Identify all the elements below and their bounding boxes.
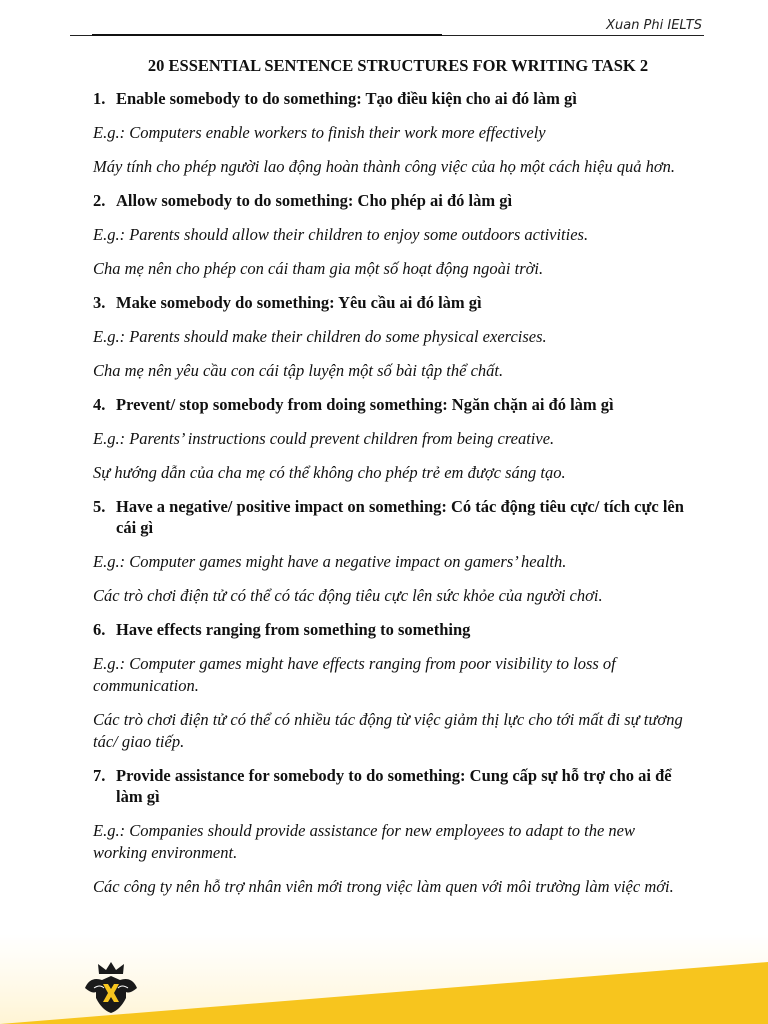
item-number: 1. bbox=[93, 89, 106, 108]
example-sentence: E.g.: Computer games might have effects ranging from poor visibility to loss of communication. bbox=[93, 654, 616, 695]
heading-text: Enable somebody to do something: Tạo điều kiện cho ai đó làm gì bbox=[116, 89, 577, 108]
crown-shield-x-logo-icon bbox=[80, 958, 142, 1016]
example-sentence: E.g.: Parents’ instructions could prevent children from being creative. bbox=[93, 429, 555, 448]
heading-text: Have effects ranging from something to something bbox=[116, 620, 471, 639]
structure-heading bbox=[93, 88, 693, 109]
translation-sentence: Các trò chơi điện tử có thể có tác động tiêu cực lên sức khỏe của người chơi. bbox=[93, 586, 603, 605]
heading-text: Provide assistance for somebody to do something: Cung cấp sự hỗ trợ cho ai để làm gì bbox=[116, 766, 672, 806]
structure-item-4 bbox=[93, 394, 693, 484]
header-author: Xuan Phi IELTS bbox=[606, 18, 702, 33]
example-sentence: E.g.: Parents should allow their children to enjoy some outdoors activities. bbox=[93, 225, 589, 244]
structure-heading bbox=[93, 765, 693, 807]
example-sentence: E.g.: Parents should make their children do some physical exercises. bbox=[93, 327, 547, 346]
structure-item-7 bbox=[93, 765, 693, 898]
header-divider-accent bbox=[92, 34, 442, 36]
structure-heading bbox=[93, 292, 693, 313]
item-number: 7. bbox=[93, 766, 106, 785]
structure-heading bbox=[93, 394, 693, 415]
translation-sentence: Cha mẹ nên yêu cầu con cái tập luyện một số bài tập thể chất. bbox=[93, 361, 504, 380]
structure-list bbox=[93, 88, 693, 910]
translation-sentence: Các công ty nên hỗ trợ nhân viên mới trong việc làm quen với môi trường làm việc mới. bbox=[93, 877, 674, 896]
example-sentence: E.g.: Computer games might have a negative impact on gamers’ health. bbox=[93, 552, 567, 571]
structure-item-2 bbox=[93, 190, 693, 280]
structure-heading bbox=[93, 619, 693, 640]
translation-sentence: Các trò chơi điện tử có thể có nhiều tác động từ việc giảm thị lực cho tới mất đi sự tương tác/ giao tiếp. bbox=[93, 710, 683, 751]
heading-text: Allow somebody to do something: Cho phép ai đó làm gì bbox=[116, 191, 513, 210]
item-number: 2. bbox=[93, 191, 106, 210]
heading-text: Have a negative/ positive impact on something: Có tác động tiêu cực/ tích cực lên cái gì bbox=[116, 497, 684, 537]
structure-item-1 bbox=[93, 88, 693, 178]
heading-text: Make somebody do something: Yêu cầu ai đó làm gì bbox=[116, 293, 482, 312]
structure-heading bbox=[93, 190, 693, 211]
item-number: 3. bbox=[93, 293, 106, 312]
heading-text: Prevent/ stop somebody from doing something: Ngăn chặn ai đó làm gì bbox=[116, 395, 614, 414]
translation-sentence: Cha mẹ nên cho phép con cái tham gia một số hoạt động ngoài trời. bbox=[93, 259, 544, 278]
example-sentence: E.g.: Companies should provide assistance for new employees to adapt to the new working environment. bbox=[93, 821, 635, 862]
item-number: 4. bbox=[93, 395, 106, 414]
translation-sentence: Sự hướng dẫn của cha mẹ có thể không cho phép trẻ em được sáng tạo. bbox=[93, 463, 566, 482]
structure-heading bbox=[93, 496, 693, 538]
translation-sentence: Máy tính cho phép người lao động hoàn thành công việc của họ một cách hiệu quả hơn. bbox=[93, 157, 676, 176]
item-number: 5. bbox=[93, 497, 106, 516]
example-sentence: E.g.: Computers enable workers to finish their work more effectively bbox=[93, 123, 546, 142]
structure-item-3 bbox=[93, 292, 693, 382]
item-number: 6. bbox=[93, 620, 106, 639]
structure-item-5 bbox=[93, 496, 693, 607]
structure-item-6 bbox=[93, 619, 693, 753]
document-title: 20 ESSENTIAL SENTENCE STRUCTURES FOR WRITING TASK 2 bbox=[147, 56, 649, 75]
